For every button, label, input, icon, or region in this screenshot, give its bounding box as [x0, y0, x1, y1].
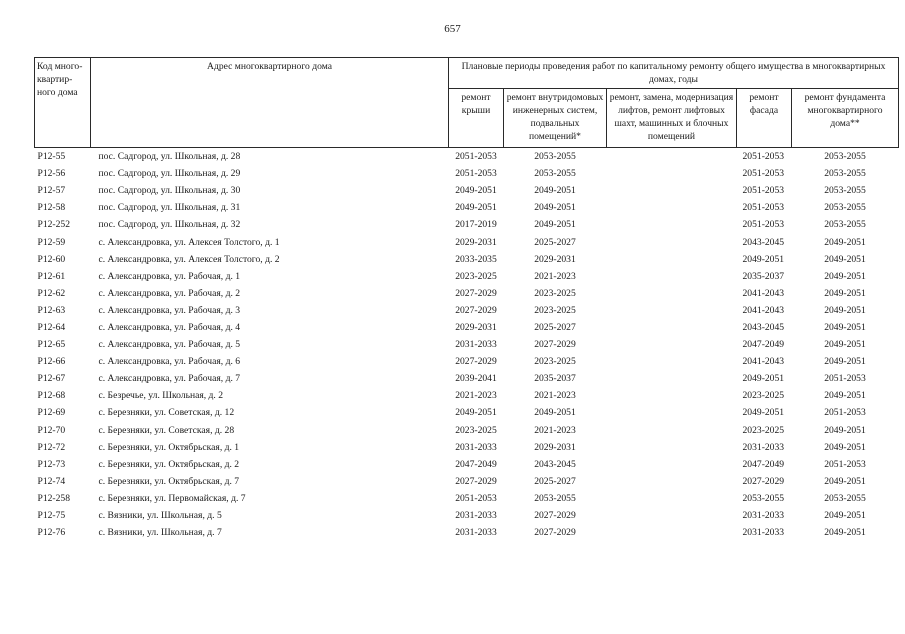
cell-elevators [607, 148, 737, 166]
cell-address: пос. Садгород, ул. Школьная, д. 31 [98, 202, 241, 214]
header-address: Адрес многоквартирного дома [91, 58, 449, 148]
table-row [35, 353, 899, 370]
cell-address: с. Вязники, ул. Школьная, д. 5 [98, 510, 222, 522]
cell-address: с. Александровка, ул. Рабочая, д. 4 [98, 321, 241, 333]
cell-facade: 2043-2045 [742, 236, 785, 248]
cell-facade: 2035-2037 [742, 270, 785, 282]
cell-elevators [607, 285, 737, 302]
table-row [35, 336, 899, 353]
cell-systems: 2021-2023 [534, 390, 576, 402]
cell-systems: 2023-2025 [534, 356, 576, 368]
cell-facade: 2041-2043 [742, 356, 785, 368]
cell-elevators [607, 353, 737, 370]
cell-foundation: 2053-2055 [824, 219, 866, 231]
cell-code: Р12-63 [37, 304, 66, 316]
cell-code: Р12-58 [37, 202, 66, 214]
cell-address: с. Александровка, ул. Алексея Толстого, д. 1 [98, 236, 280, 248]
cell-facade: 2041-2043 [742, 304, 785, 316]
cell-foundation: 2049-2051 [824, 270, 866, 282]
cell-foundation: 2053-2055 [824, 168, 866, 180]
cell-address: с. Александровка, ул. Рабочая, д. 2 [98, 287, 241, 299]
cell-foundation: 2053-2055 [824, 492, 866, 504]
cell-foundation: 2049-2051 [824, 321, 866, 333]
cell-systems: 2021-2023 [534, 270, 576, 282]
cell-systems: 2027-2029 [534, 339, 576, 351]
cell-roof: 2049-2051 [455, 185, 497, 197]
cell-address: с. Безречье, ул. Школьная, д. 2 [98, 390, 224, 402]
cell-code: Р12-57 [37, 185, 66, 197]
cell-foundation: 2049-2051 [824, 287, 866, 299]
cell-facade: 2023-2025 [742, 390, 785, 402]
cell-roof: 2017-2019 [455, 219, 497, 231]
cell-code: Р12-67 [37, 373, 66, 385]
table-row [35, 199, 899, 216]
cell-facade: 2041-2043 [742, 287, 785, 299]
cell-roof: 2031-2033 [455, 527, 497, 539]
page-number: 657 [444, 23, 461, 35]
cell-foundation: 2049-2051 [824, 304, 866, 316]
cell-address: с. Александровка, ул. Рабочая, д. 3 [98, 304, 241, 316]
cell-facade: 2053-2055 [742, 492, 785, 504]
cell-roof: 2049-2051 [455, 202, 497, 214]
cell-address: с. Березняки, ул. Первомайская, д. 7 [98, 492, 246, 504]
table-row [35, 268, 899, 285]
table-row [35, 456, 899, 473]
cell-foundation: 2049-2051 [824, 441, 866, 453]
cell-foundation: 2049-2051 [824, 510, 866, 522]
cell-code: Р12-56 [37, 168, 66, 180]
cell-systems: 2025-2027 [534, 236, 576, 248]
repair-schedule-table [34, 57, 899, 541]
cell-elevators [607, 387, 737, 404]
table-header [35, 58, 899, 148]
header-facade: ремонт фасада [737, 89, 792, 148]
cell-systems: 2027-2029 [534, 510, 576, 522]
cell-systems: 2053-2055 [534, 492, 576, 504]
cell-code: Р12-62 [37, 287, 66, 299]
cell-roof: 2051-2053 [455, 168, 497, 180]
cell-code: Р12-66 [37, 356, 66, 368]
cell-address: пос. Садгород, ул. Школьная, д. 32 [98, 219, 241, 231]
table-row [35, 319, 899, 336]
cell-address: пос. Садгород, ул. Школьная, д. 29 [98, 168, 241, 180]
table-row [35, 404, 899, 421]
cell-roof: 2029-2031 [455, 321, 497, 333]
table-row [35, 524, 899, 541]
cell-address: с. Вязники, ул. Школьная, д. 7 [98, 527, 222, 539]
cell-systems: 2023-2025 [534, 287, 576, 299]
cell-foundation: 2051-2053 [824, 458, 866, 470]
cell-code: Р12-70 [37, 424, 66, 436]
cell-elevators [607, 182, 737, 199]
cell-systems: 2035-2037 [534, 373, 576, 385]
header-elevators: ремонт, замена, модернизация лифтов, ремонт лифтовых шахт, машинных и блочных помещений [607, 89, 737, 148]
cell-elevators [607, 199, 737, 216]
cell-roof: 2033-2035 [455, 253, 497, 265]
cell-code: Р12-76 [37, 527, 66, 539]
cell-elevators [607, 233, 737, 250]
cell-elevators [607, 473, 737, 490]
cell-roof: 2023-2025 [455, 270, 497, 282]
table-row [35, 370, 899, 387]
cell-roof: 2031-2033 [455, 510, 497, 522]
table-body [35, 148, 899, 542]
cell-address: с. Березняки, ул. Советская, д. 12 [98, 407, 235, 419]
cell-facade: 2051-2053 [742, 151, 785, 163]
cell-roof: 2031-2033 [455, 441, 497, 453]
table-row [35, 285, 899, 302]
cell-facade: 2023-2025 [742, 424, 785, 436]
header-foundation: ремонт фундамента многоквартирного дома** [792, 89, 899, 148]
cell-facade: 2051-2053 [742, 185, 785, 197]
table-row [35, 439, 899, 456]
cell-facade: 2049-2051 [742, 373, 785, 385]
cell-facade: 2027-2029 [742, 475, 785, 487]
cell-roof: 2023-2025 [455, 424, 497, 436]
cell-address: с. Александровка, ул. Рабочая, д. 6 [98, 356, 241, 368]
cell-elevators [607, 524, 737, 541]
cell-address: с. Александровка, ул. Алексея Толстого, д. 2 [98, 253, 280, 265]
cell-address: с. Березняки, ул. Советская, д. 28 [98, 424, 235, 436]
cell-roof: 2051-2053 [455, 492, 497, 504]
cell-foundation: 2053-2055 [824, 202, 866, 214]
header-periods: Плановые периоды проведения работ по капитальному ремонту общего имущества в многоквартирных домах, годы [449, 58, 899, 89]
table-row [35, 165, 899, 182]
cell-elevators [607, 490, 737, 507]
cell-elevators [607, 370, 737, 387]
header-roof: ремонт крыши [449, 89, 504, 148]
cell-systems: 2053-2055 [534, 168, 576, 180]
cell-roof: 2039-2041 [455, 373, 497, 385]
cell-code: Р12-258 [37, 492, 71, 504]
cell-roof: 2027-2029 [455, 304, 497, 316]
cell-facade: 2051-2053 [742, 168, 785, 180]
cell-roof: 2051-2053 [455, 151, 497, 163]
cell-systems: 2029-2031 [534, 441, 576, 453]
cell-elevators [607, 507, 737, 524]
cell-facade: 2051-2053 [742, 202, 785, 214]
table-row [35, 182, 899, 199]
cell-systems: 2029-2031 [534, 253, 576, 265]
table-row [35, 387, 899, 404]
cell-systems: 2049-2051 [534, 219, 576, 231]
cell-foundation: 2049-2051 [824, 475, 866, 487]
cell-roof: 2027-2029 [455, 356, 497, 368]
cell-systems: 2053-2055 [534, 151, 576, 163]
cell-code: Р12-65 [37, 339, 66, 351]
cell-facade: 2047-2049 [742, 339, 785, 351]
cell-code: Р12-73 [37, 458, 66, 470]
cell-roof: 2029-2031 [455, 236, 497, 248]
cell-code: Р12-64 [37, 321, 66, 333]
table-row [35, 422, 899, 439]
cell-foundation: 2049-2051 [824, 390, 866, 402]
cell-facade: 2043-2045 [742, 321, 785, 333]
table-row [35, 302, 899, 319]
cell-code: Р12-59 [37, 236, 66, 248]
table-row [35, 490, 899, 507]
cell-address: пос. Садгород, ул. Школьная, д. 28 [98, 151, 241, 163]
cell-code: Р12-61 [37, 270, 66, 282]
cell-elevators [607, 456, 737, 473]
table-row [35, 473, 899, 490]
cell-roof: 2031-2033 [455, 339, 497, 351]
cell-systems: 2027-2029 [534, 527, 576, 539]
table-row [35, 233, 899, 250]
cell-foundation: 2053-2055 [824, 185, 866, 197]
cell-facade: 2051-2053 [742, 219, 785, 231]
cell-code: Р12-74 [37, 475, 66, 487]
cell-facade: 2031-2033 [742, 441, 785, 453]
cell-roof: 2049-2051 [455, 407, 497, 419]
header-code: Код много-квартир-ного дома [35, 58, 91, 148]
cell-elevators [607, 251, 737, 268]
cell-facade: 2049-2051 [742, 407, 785, 419]
cell-roof: 2027-2029 [455, 287, 497, 299]
cell-address: с. Березняки, ул. Октябрьская, д. 7 [98, 475, 240, 487]
cell-elevators [607, 268, 737, 285]
cell-facade: 2049-2051 [742, 253, 785, 265]
cell-foundation: 2049-2051 [824, 527, 866, 539]
cell-code: Р12-252 [37, 219, 71, 231]
cell-systems: 2025-2027 [534, 475, 576, 487]
header-systems: ремонт внутридомовых инженерных систем, подвальных помещений* [504, 89, 607, 148]
cell-facade: 2031-2033 [742, 527, 785, 539]
cell-code: Р12-60 [37, 253, 66, 265]
cell-elevators [607, 165, 737, 182]
cell-systems: 2025-2027 [534, 321, 576, 333]
table-row [35, 251, 899, 268]
cell-facade: 2047-2049 [742, 458, 785, 470]
cell-address: с. Александровка, ул. Рабочая, д. 7 [98, 373, 241, 385]
cell-roof: 2027-2029 [455, 475, 497, 487]
table-row [35, 216, 899, 233]
cell-elevators [607, 439, 737, 456]
cell-foundation: 2049-2051 [824, 339, 866, 351]
cell-code: Р12-68 [37, 390, 66, 402]
cell-code: Р12-55 [37, 151, 66, 163]
cell-roof: 2021-2023 [455, 390, 497, 402]
cell-systems: 2049-2051 [534, 185, 576, 197]
cell-elevators [607, 216, 737, 233]
cell-address: с. Березняки, ул. Октябрьская, д. 2 [98, 458, 240, 470]
cell-systems: 2049-2051 [534, 407, 576, 419]
table-row [35, 148, 899, 166]
cell-foundation: 2051-2053 [824, 407, 866, 419]
cell-systems: 2049-2051 [534, 202, 576, 214]
cell-address: с. Березняки, ул. Октябрьская, д. 1 [98, 441, 240, 453]
cell-elevators [607, 336, 737, 353]
cell-facade: 2031-2033 [742, 510, 785, 522]
cell-elevators [607, 302, 737, 319]
cell-systems: 2023-2025 [534, 304, 576, 316]
cell-elevators [607, 422, 737, 439]
cell-address: пос. Садгород, ул. Школьная, д. 30 [98, 185, 241, 197]
cell-roof: 2047-2049 [455, 458, 497, 470]
cell-systems: 2021-2023 [534, 424, 576, 436]
cell-foundation: 2051-2053 [824, 373, 866, 385]
cell-address: с. Александровка, ул. Рабочая, д. 5 [98, 339, 241, 351]
cell-foundation: 2049-2051 [824, 424, 866, 436]
cell-systems: 2043-2045 [534, 458, 576, 470]
cell-elevators [607, 404, 737, 421]
cell-address: с. Александровка, ул. Рабочая, д. 1 [98, 270, 241, 282]
cell-foundation: 2049-2051 [824, 236, 866, 248]
cell-foundation: 2049-2051 [824, 356, 866, 368]
cell-foundation: 2053-2055 [824, 151, 866, 163]
cell-elevators [607, 319, 737, 336]
cell-foundation: 2049-2051 [824, 253, 866, 265]
table-row [35, 507, 899, 524]
cell-code: Р12-72 [37, 441, 66, 453]
cell-code: Р12-75 [37, 510, 66, 522]
cell-code: Р12-69 [37, 407, 66, 419]
